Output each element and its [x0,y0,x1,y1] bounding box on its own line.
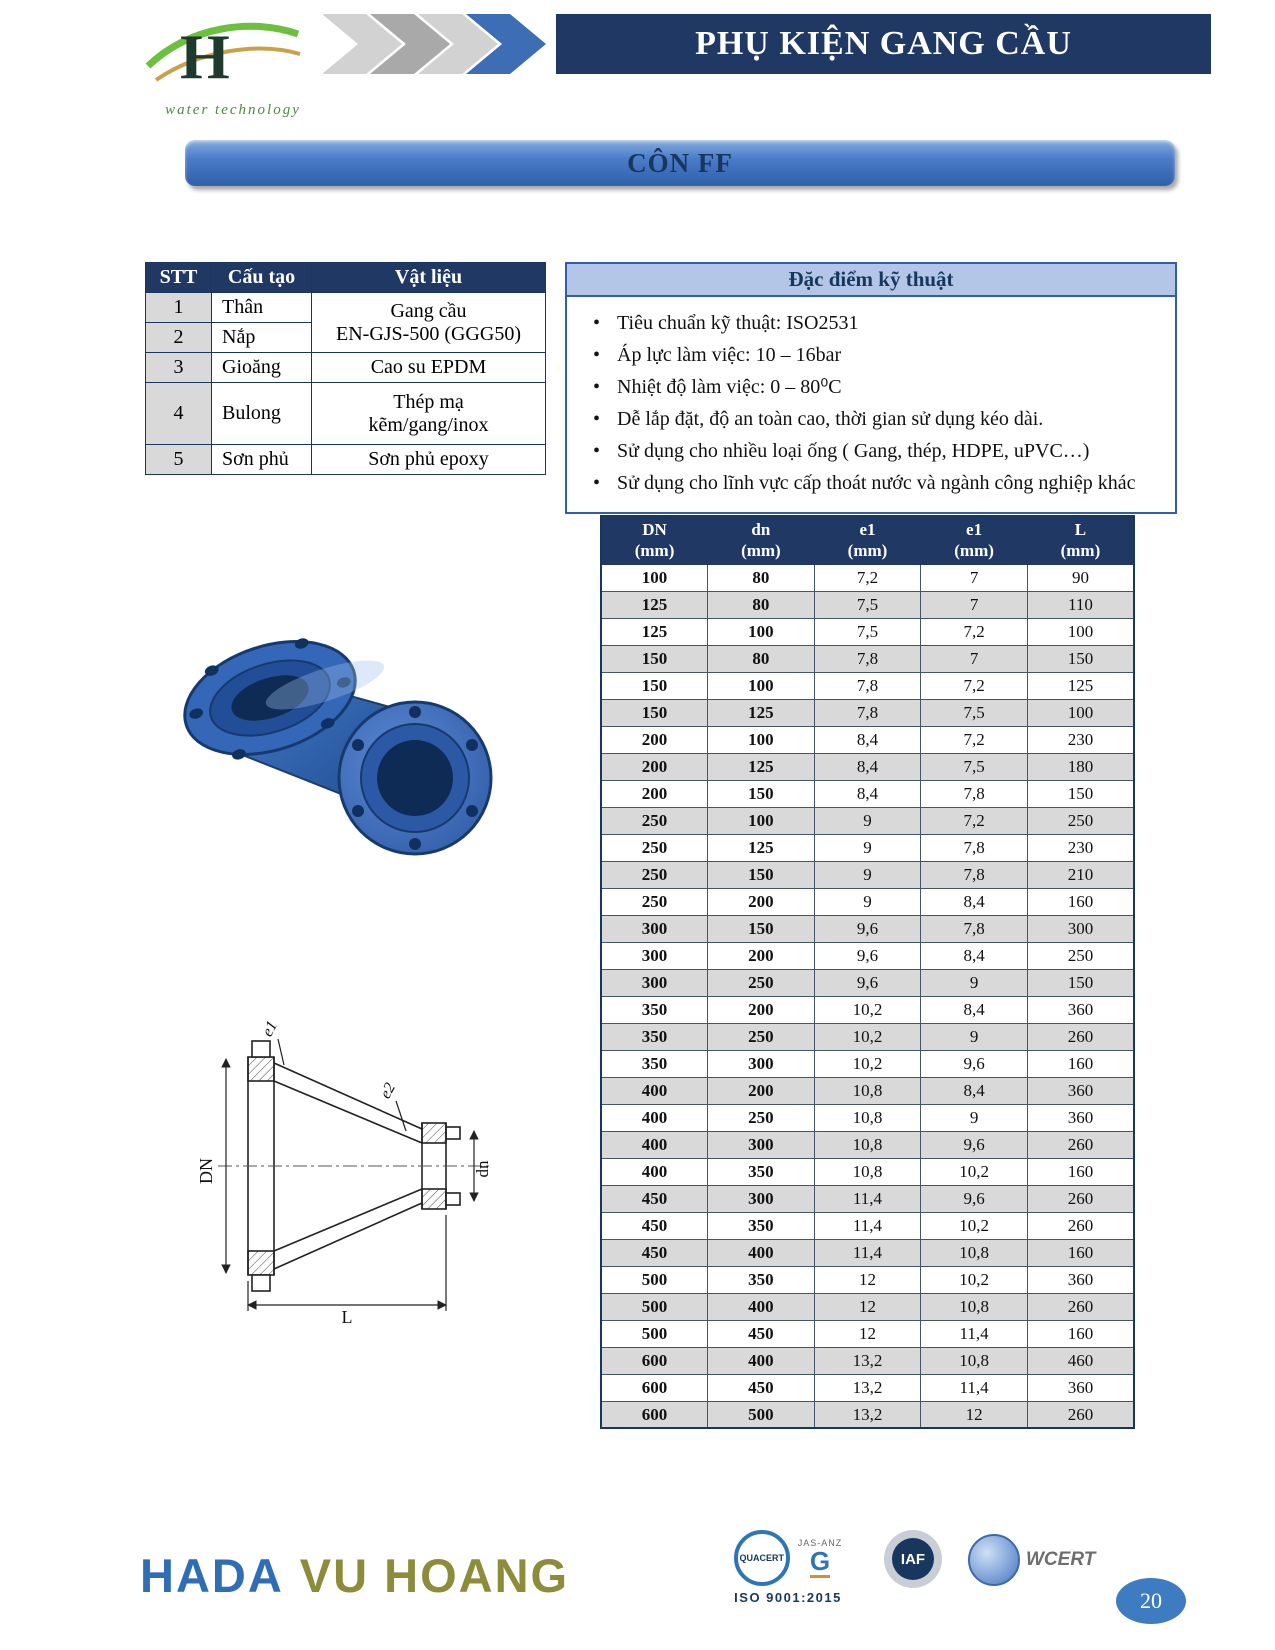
table-cell: 360 [1027,1104,1134,1131]
table-cell: 9 [921,1023,1028,1050]
table-cell: 500 [601,1320,708,1347]
table-cell: 210 [1027,861,1134,888]
table-cell: 100 [708,618,815,645]
table-cell: 90 [1027,564,1134,591]
table-cell: 400 [601,1077,708,1104]
iaf-icon: IAF [884,1530,942,1588]
table-cell: 260 [1027,1185,1134,1212]
table-cell: 10,8 [814,1077,921,1104]
table-row [601,1239,1134,1266]
table-cell: 8,4 [814,753,921,780]
table-cell: 400 [601,1131,708,1158]
section-banner [185,140,1175,186]
brand-logo [140,1548,569,1603]
table-cell: 7,5 [921,699,1028,726]
table-cell: 8,4 [814,726,921,753]
table-cell: 100 [601,564,708,591]
table-cell: Nắp [212,323,312,353]
table-cell: 250 [708,969,815,996]
table-cell: 7,5 [921,753,1028,780]
table-cell: 11,4 [814,1239,921,1266]
table-row [601,1374,1134,1401]
table-cell: 450 [601,1239,708,1266]
table-row [601,1185,1134,1212]
table-cell: 10,2 [921,1212,1028,1239]
table-cell: 7,8 [814,672,921,699]
table-cell: Bulong [212,383,312,445]
table-row [601,1158,1134,1185]
table-cell: 9 [814,888,921,915]
table-cell: 300 [1027,915,1134,942]
table-cell: 150 [601,699,708,726]
table-cell: 180 [1027,753,1134,780]
table-cell: 8,4 [921,888,1028,915]
table-cell: 400 [708,1293,815,1320]
table-cell: 10,2 [814,1023,921,1050]
table-cell: 260 [1027,1023,1134,1050]
table-row [601,780,1134,807]
table-cell: 7,8 [921,780,1028,807]
table-cell: 10,8 [814,1158,921,1185]
table-cell: 250 [1027,807,1134,834]
table-cell: 230 [1027,726,1134,753]
table-row [601,516,1134,564]
table-cell: 200 [601,753,708,780]
table-cell: 200 [601,726,708,753]
table-cell: 200 [708,888,815,915]
table-row [601,1212,1134,1239]
jas-anz-label: JAS-ANZ [797,1538,843,1548]
table-cell: 350 [601,996,708,1023]
table-cell: 350 [601,1050,708,1077]
page-number: 20 [1116,1578,1186,1624]
table-cell: 150 [601,645,708,672]
table-cell: 9 [921,1104,1028,1131]
spec-bullet: • Sử dụng cho lĩnh vực cấp thoát nước và ngành công nghiệp khác [583,470,1161,497]
table-cell: 150 [1027,969,1134,996]
table-cell: 110 [1027,591,1134,618]
column-header: Cấu tạo [212,263,312,293]
chevron-decoration [322,14,546,74]
wcert-label: WCERT [1026,1549,1096,1570]
table-cell: 4 [146,383,212,445]
column-header: e1 (mm) [814,516,921,564]
table-row [601,1131,1134,1158]
table-row [601,591,1134,618]
table-cell: 160 [1027,1158,1134,1185]
table-row [146,293,546,323]
table-cell: 10,8 [921,1239,1028,1266]
table-cell: 100 [708,726,815,753]
table-cell: Gang cầu EN-GJS-500 (GGG50) [312,293,546,353]
table-cell: 7,8 [921,915,1028,942]
table-cell: 160 [1027,1239,1134,1266]
table-cell: 500 [601,1293,708,1320]
quacert-badge [718,1530,858,1605]
table-cell: 12 [814,1320,921,1347]
table-row [601,699,1134,726]
table-row [601,753,1134,780]
table-cell: 160 [1027,888,1134,915]
table-cell: 450 [601,1212,708,1239]
table-cell: 13,2 [814,1374,921,1401]
g-mark-icon: G [809,1546,831,1576]
table-cell: 300 [601,942,708,969]
table-cell: 450 [708,1374,815,1401]
table-cell: 360 [1027,1374,1134,1401]
technical-drawing [190,1005,520,1325]
column-header: e1 (mm) [921,516,1028,564]
table-row [601,1401,1134,1428]
product-photo [175,590,505,880]
table-cell: 250 [601,834,708,861]
table-cell: 300 [708,1050,815,1077]
column-header: DN (mm) [601,516,708,564]
table-cell: 3 [146,353,212,383]
table-cell: 7,2 [921,807,1028,834]
table-row [601,915,1134,942]
table-cell: Thép mạ kẽm/gang/inox [312,383,546,445]
table-row [601,726,1134,753]
table-row [601,564,1134,591]
materials-table [145,262,546,475]
table-cell: 7,2 [814,564,921,591]
spec-bullet: • Dễ lắp đặt, độ an toàn cao, thời gian sử dụng kéo dài. [583,406,1161,433]
table-row [601,834,1134,861]
table-cell: 160 [1027,1050,1134,1077]
table-cell: 9 [814,807,921,834]
table-cell: 8,4 [921,1077,1028,1104]
table-cell: 9 [921,969,1028,996]
table-cell: 9,6 [814,915,921,942]
table-cell: 8,4 [814,780,921,807]
table-cell: 7 [921,564,1028,591]
table-row [601,1050,1134,1077]
table-cell: 260 [1027,1131,1134,1158]
iaf-badge [884,1530,942,1588]
table-cell: 400 [708,1239,815,1266]
table-row [146,263,546,293]
table-cell: 250 [708,1104,815,1131]
brand-name-part1: HADA [140,1549,284,1602]
table-cell: Sơn phủ [212,445,312,475]
column-header: STT [146,263,212,293]
table-row [601,1023,1134,1050]
table-cell: 10,8 [814,1131,921,1158]
table-cell: 10,8 [921,1347,1028,1374]
spec-bullet: • Tiêu chuẩn kỹ thuật: ISO2531 [583,310,1161,337]
wcert-badge [968,1534,1095,1586]
table-cell: 7,5 [814,591,921,618]
table-cell: 450 [601,1185,708,1212]
table-cell: Thân [212,293,312,323]
table-row [601,861,1134,888]
page-title: PHỤ KIỆN GANG CẦU [695,25,1072,62]
table-cell: 460 [1027,1347,1134,1374]
table-row [601,1077,1134,1104]
table-cell: 260 [1027,1212,1134,1239]
table-cell: 7,2 [921,726,1028,753]
table-cell: 200 [601,780,708,807]
table-cell: 300 [601,969,708,996]
table-cell: 10,2 [814,996,921,1023]
table-cell: 7 [921,645,1028,672]
table-cell: 300 [708,1185,815,1212]
dim-label-e2: e2 [376,1080,400,1102]
table-cell: 250 [1027,942,1134,969]
table-cell: 350 [708,1266,815,1293]
column-header: Vật liệu [312,263,546,293]
table-cell: 100 [708,807,815,834]
table-cell: 9,6 [921,1185,1028,1212]
table-row [146,353,546,383]
table-cell: 360 [1027,1077,1134,1104]
table-cell: 2 [146,323,212,353]
table-cell: 300 [708,1131,815,1158]
table-cell: 10,8 [921,1293,1028,1320]
table-cell: 10,2 [921,1266,1028,1293]
table-cell: 150 [708,861,815,888]
page-title-bar [556,14,1211,74]
table-cell: 150 [1027,645,1134,672]
section-title: CÔN FF [627,147,733,178]
table-cell: 10,2 [921,1158,1028,1185]
table-cell: 260 [1027,1293,1134,1320]
table-cell: 260 [1027,1401,1134,1428]
table-cell: 125 [708,753,815,780]
table-cell: 9,6 [814,942,921,969]
table-cell: 80 [708,564,815,591]
quacert-icon: QUACERT [734,1530,790,1586]
specs-title: Đặc điểm kỹ thuật [567,264,1175,297]
table-cell: 9 [814,861,921,888]
table-cell: 250 [601,888,708,915]
company-logo [140,14,310,129]
table-row [601,888,1134,915]
table-cell: 400 [601,1158,708,1185]
table-cell: 9,6 [814,969,921,996]
dimensions-table [600,515,1135,1429]
table-cell: 11,4 [814,1185,921,1212]
table-cell: 80 [708,591,815,618]
table-row [601,1320,1134,1347]
table-cell: 200 [708,996,815,1023]
dim-label-e1: e1 [258,1018,282,1040]
dim-label-length: L [341,1307,353,1325]
logo-letter: H [180,21,230,92]
table-row [601,672,1134,699]
table-cell: 1 [146,293,212,323]
table-cell: 13,2 [814,1401,921,1428]
column-header: L (mm) [1027,516,1134,564]
table-cell: 100 [708,672,815,699]
table-cell: Sơn phủ epoxy [312,445,546,475]
brand-name-part2: VU HOANG [299,1549,570,1602]
table-row [601,807,1134,834]
table-row [601,969,1134,996]
table-cell: 400 [601,1104,708,1131]
table-cell: Gioăng [212,353,312,383]
table-cell: 600 [601,1401,708,1428]
spec-bullet: • Áp lực làm việc: 10 – 16bar [583,342,1161,369]
logo-tagline: water technology [165,102,301,118]
table-cell: 125 [601,591,708,618]
table-cell: 11,4 [814,1212,921,1239]
table-cell: 100 [1027,618,1134,645]
table-cell: 9 [814,834,921,861]
table-cell: 12 [921,1401,1028,1428]
column-header: dn (mm) [708,516,815,564]
table-cell: 9,6 [921,1131,1028,1158]
table-cell: 7 [921,591,1028,618]
table-row [601,645,1134,672]
table-row [146,383,546,445]
table-cell: 360 [1027,1266,1134,1293]
table-cell: 150 [1027,780,1134,807]
dim-label-dn-large: DN [196,1158,216,1184]
table-cell: 80 [708,645,815,672]
table-cell: 150 [708,780,815,807]
iso-label: ISO 9001:2015 [734,1590,842,1605]
table-cell: 150 [708,915,815,942]
table-cell: 8,4 [921,996,1028,1023]
table-cell: 600 [601,1374,708,1401]
dim-table-body [601,564,1134,1428]
table-cell: 600 [601,1347,708,1374]
table-cell: 12 [814,1266,921,1293]
dim-label-dn-small: dn [473,1160,492,1178]
table-cell: 7,8 [814,645,921,672]
table-cell: 350 [601,1023,708,1050]
table-cell: 350 [708,1158,815,1185]
table-row [601,1293,1134,1320]
table-row [601,1347,1134,1374]
table-cell: 12 [814,1293,921,1320]
table-cell: 150 [601,672,708,699]
table-cell: 10,2 [814,1050,921,1077]
table-cell: 125 [708,834,815,861]
table-cell: 160 [1027,1320,1134,1347]
globe-icon [968,1534,1020,1586]
table-cell: 7,2 [921,672,1028,699]
table-row [601,942,1134,969]
table-cell: 350 [708,1212,815,1239]
table-cell: 125 [708,699,815,726]
table-cell: 5 [146,445,212,475]
specs-panel [565,262,1177,514]
table-cell: 250 [601,807,708,834]
table-cell: 100 [1027,699,1134,726]
specs-list [567,297,1175,512]
table-cell: 10,8 [814,1104,921,1131]
table-cell: 360 [1027,996,1134,1023]
table-cell: 7,8 [921,834,1028,861]
table-cell: 300 [601,915,708,942]
certification-logos [718,1530,1095,1605]
table-cell: 7,8 [814,699,921,726]
table-row [601,996,1134,1023]
table-cell: 8,4 [921,942,1028,969]
table-cell: 11,4 [921,1374,1028,1401]
table-cell: 250 [708,1023,815,1050]
table-cell: 450 [708,1320,815,1347]
table-cell: 13,2 [814,1347,921,1374]
spec-bullet: • Nhiệt độ làm việc: 0 – 80⁰C [583,374,1161,401]
table-cell: 400 [708,1347,815,1374]
table-row [146,445,546,475]
table-cell: 500 [601,1266,708,1293]
table-cell: Cao su EPDM [312,353,546,383]
table-cell: 200 [708,1077,815,1104]
table-cell: 500 [708,1401,815,1428]
table-cell: 200 [708,942,815,969]
table-row [601,618,1134,645]
table-cell: 250 [601,861,708,888]
table-cell: 230 [1027,834,1134,861]
table-cell: 9,6 [921,1050,1028,1077]
table-cell: 7,8 [921,861,1028,888]
table-cell: 7,5 [814,618,921,645]
table-row [601,1266,1134,1293]
table-cell: 125 [1027,672,1134,699]
table-row [601,1104,1134,1131]
table-cell: 11,4 [921,1320,1028,1347]
spec-bullet: • Sử dụng cho nhiều loại ống ( Gang, thép, HDPE, uPVC…) [583,438,1161,465]
table-cell: 7,2 [921,618,1028,645]
table-cell: 125 [601,618,708,645]
